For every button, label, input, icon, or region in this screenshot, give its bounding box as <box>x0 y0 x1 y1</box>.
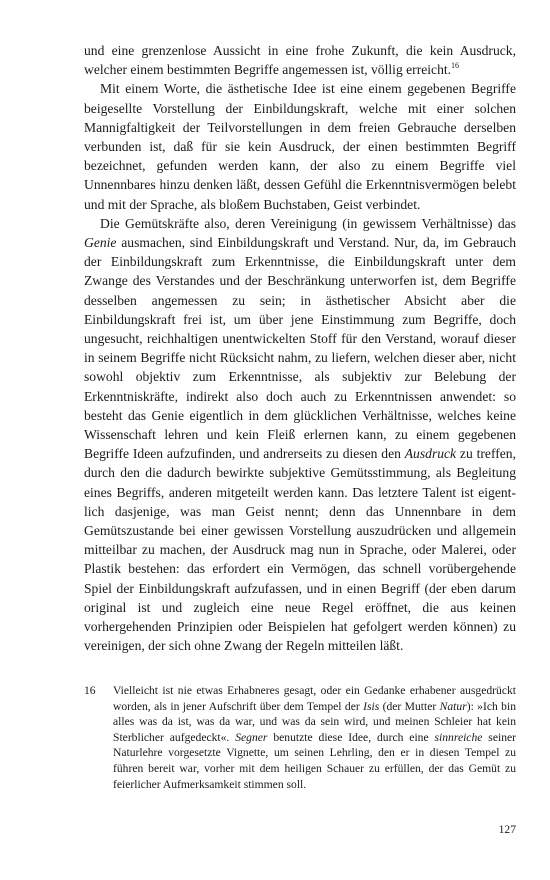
footnote-16 <box>84 683 516 792</box>
footnote-reference[interactable]: 16 <box>451 61 460 71</box>
body-text <box>84 41 516 656</box>
emphasis-sinnreiche: sinnreiche <box>434 730 483 744</box>
footnote-text-c: ): »Ich bin alles was da ist, was da war, und was da sein wird, und meinen Schleier hat kein Sterblicher aufgedeckt«. <box>113 699 516 744</box>
paragraph-3-text-a: Die Gemütskräfte also, deren Vereinigung (in gewissem Verhältnisse) das <box>100 215 516 231</box>
emphasis-natur: Natur <box>439 699 467 713</box>
footnote-text-b: (der Mutter <box>379 699 440 713</box>
paragraph-3 <box>84 214 516 656</box>
emphasis-isis: Isis <box>363 699 380 713</box>
paragraph-2: Mit einem Worte, die ästhetische Idee ist eine einem gegebenen Begriffe beigesellte Vorstellung der Einbildungskraft, welche mit einer solchen Mannigfaltigkeit der Teilvorstellungen in dem freien Gebrauche derselben verbunden ist, daß für sie kein Ausdruck, der einen bestimmten Begriff bezeichnet, gefunden werden kann, der also zu einem Begriffe viel Unnennbares hinzu denken läßt, dessen Gefühl die Erkenntnisvermögen belebt und mit der Sprache, als bloßem Buchstaben, Geist verbindet. <box>84 81 516 212</box>
emphasis-genie: Genie <box>84 235 117 251</box>
footnote-text <box>113 683 516 792</box>
main-text-block <box>84 41 516 656</box>
emphasis-ausdruck: Ausdruck <box>404 446 457 462</box>
footnote-text-e: seiner Naturlehre vorgesetzte Vignette, um seinen Lehrling, den er in diesen Tempel zu führen bereit war, vorher mit dem heiligen Schauer zu erfüllen, der das Gemüt zu feierlicher Aufmerksamkeit stimmen soll. <box>113 730 516 791</box>
footnote-text-a: Vielleicht ist nie etwas Erhabneres gesagt, oder ein Gedanke erhabener ausgedrückt worden, als in jener Aufschrift über dem Tempel der <box>113 684 516 713</box>
paragraph-1-text: und eine grenzenlose Aussicht in eine frohe Zukunft, die kein Ausdruck, welcher einem bestimmten Begriffe angemessen ist, völlig erreicht. <box>84 43 516 78</box>
emphasis-segner: Segner <box>235 730 268 744</box>
paragraph-3-text-c: zu treffen, durch den die dadurch bewirkte subjektive Gemütsstimmung, als Begleitung eines Begriffs, anderen mitgeteilt werden kann. Das letztere Talent ist eigentlich dasjenige, was man Geist nennt; denn das Unnennbare in dem Gemütszustande bei einer gewissen Vorstellung auszudrücken und allgemein mitteilbar zu machen, der Ausdruck mag nun in Sprache, oder Malerei, oder Plastik bestehen: das erfordert ein Vermögen, das schnell vorübergehende Spiel der Einbildungskraft aufzufassen, und in einen Begriff (der eben darum original ist und zugleich eine neue Regel eröffnet, die aus keinen vorhergehenden Prinzipien oder Beispielen hat gefolgert werden können) zu vereinigen, der sich ohne Zwang der Regeln mitteilen läßt. <box>84 446 516 654</box>
footnote-number: 16 <box>84 684 96 697</box>
paragraph-3-text-b: ausmachen, sind Einbildungskraft und Verstand. Nur, da, im Gebrauch der Einbildungskraft zum Erkenntnisse, die Einbildungskraft unter dem Zwange des Verstandes und der Beschränkung unterworfen ist, dem Begriffe desselben angemessen zu sein; in ästhetischer Absicht aber die Einbildungskraft frei ist, um über jene Einstimmung zum Begriffe, doch ungesucht, reichhaltigen unentwickelten Stoff für den Verstand, worauf dieser in seinem Begriffe nicht Rücksicht nahm, zu liefern, welchen dieser aber, nicht sowohl objektiv zum Erkenntnisse, als subjektiv zur Belebung der Erkenntniskräfte, indirekt also doch auch zu Erkenntnissen anwendet: so besteht das Genie eigentlich in dem glücklichen Verhältnisse, welches keine Wissenschaft lehren und kein Fleiß erlernen kann, zu einem gegebenen Begriffe Ideen aufzufinden, und andrerseits zu diesen den <box>84 235 516 462</box>
paragraph-1 <box>84 41 516 79</box>
page-number: 127 <box>498 823 516 836</box>
footnote-text-d: benutzte diese Idee, durch eine <box>267 730 435 744</box>
